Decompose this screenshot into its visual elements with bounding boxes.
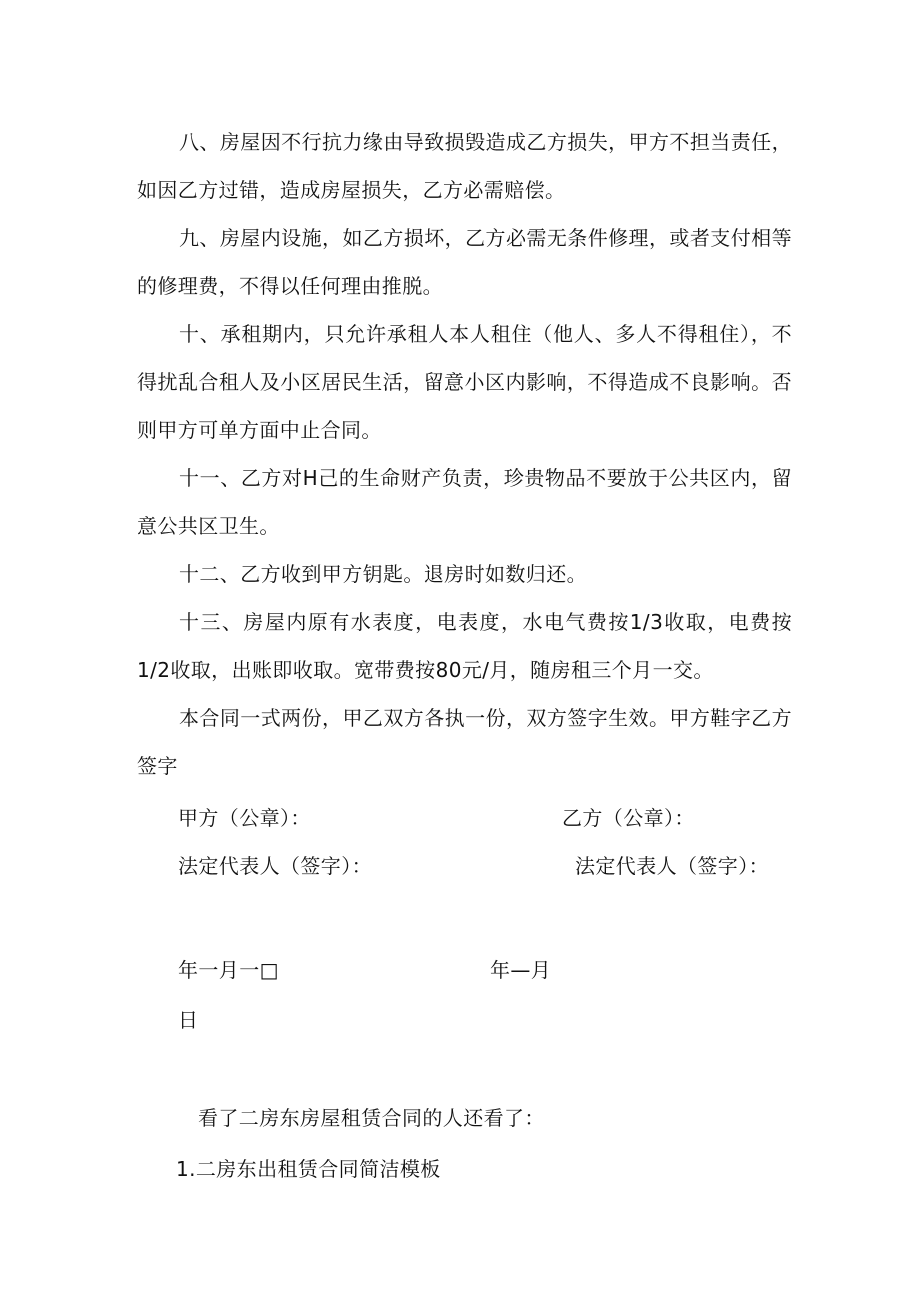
related-link-1[interactable]: 1.二房东出租赁合同简洁模板 (176, 1157, 441, 1181)
party-a-seal-label: 甲方（公章）： (178, 806, 311, 830)
clause-11: 十一、乙方对H己的生命财产负责，珍贵物品不要放于公共区内，留意公共区卫生。 (137, 466, 792, 538)
date-party-b: 年—月 (490, 958, 552, 982)
clause-10: 十、承租期内，只允许承租人本人租住（他人、多人不得租住），不得扰乱合租人及小区居民生活，留意小区内影响，不得造成不良影响。否则甲方可单方面中止合同。 (137, 322, 792, 442)
clause-12: 十二、乙方收到甲方钥匙。退房时如数归还。 (179, 562, 587, 586)
clause-9: 九、房屋内设施，如乙方损坏，乙方必需无条件修理，或者支付相等的修理费，不得以任何理由推脱。 (137, 226, 792, 298)
party-a-representative-label: 法定代表人（签字）： (178, 854, 372, 878)
date-day-label: 日 (178, 1008, 199, 1032)
party-b-seal-label: 乙方（公章）： (562, 806, 695, 830)
related-heading: 看了二房东房屋租赁合同的人还看了： (198, 1106, 545, 1130)
date-party-a: 年一月一□ (178, 958, 279, 982)
clause-8: 八、房屋因不行抗力缘由导致损毁造成乙方损失，甲方不担当责任，如因乙方过错，造成房屋损失，乙方必需赔偿。 (137, 130, 792, 202)
party-b-representative-label: 法定代表人（签字）： (575, 854, 769, 878)
closing-statement: 本合同一式两份，甲乙双方各执一份，双方签字生效。甲方鞋字乙方签字 (137, 706, 792, 778)
clause-13: 十三、房屋内原有水表度，电表度，水电气费按1/3收取，电费按1/2收取，出账即收取。宽带费按80元/月，随房租三个月一交。 (137, 610, 792, 682)
